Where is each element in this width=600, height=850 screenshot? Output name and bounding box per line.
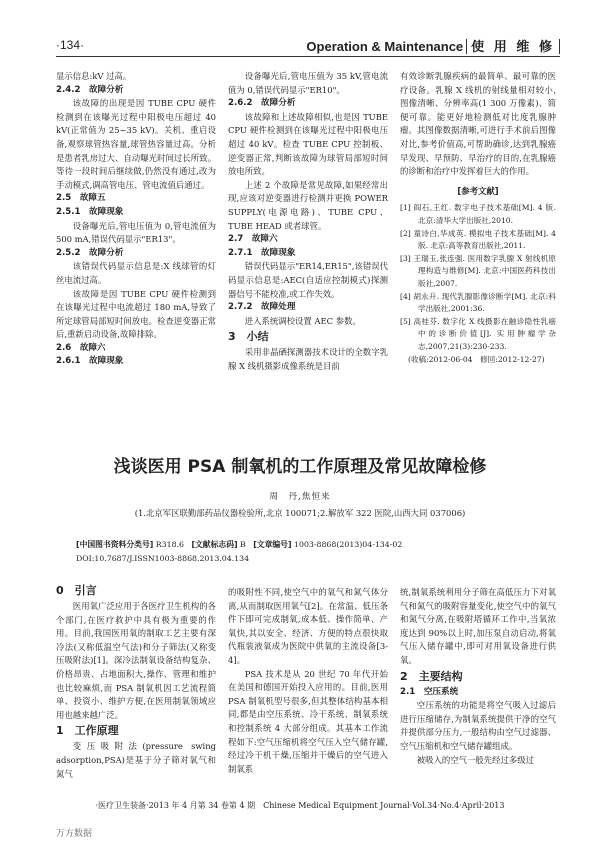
section-heading: 2.5 故障五 (56, 193, 106, 204)
reference-item: [1] 阎石,王红. 数字电子技术基础[M]. 4 版. 北京:清华大学出版社,2010. (400, 203, 556, 225)
paragraph: 变压吸附法(pressure swing adsorption,PSA)是基于分子筛对氧气和氮气 (56, 741, 216, 779)
paragraph: 医用氧广泛应用于各医疗卫生机构的各个部门,在医疗救护中具有极为重要的作用。目前,我国医用氧的制取工艺主要有深冷法(又称低温空气法)和分子筛法(又称变压吸附法)[1]。深冷法制氧设备结构复杂、价格昂贵、占地面积大,操作、管理和维护也比较麻烦,而 PSA 制氧机因工艺流程简单、投资小、维护方便,在医用制氧领域应用也越来越广泛。 (56, 601, 216, 720)
doc-code-value: B (240, 540, 246, 549)
section-heading: 2.5.2 故障分析 (56, 247, 124, 258)
paragraph: 该故障是因 TUBE CPU 硬件检测到在该曝光过程中电流超过 180 mA,导致了所定球管局部短时间放电。检查逆变器正常后,重新启动设备,故障排除。 (56, 288, 216, 340)
watermark: 万方数据 (56, 829, 93, 839)
section-heading: 2.6.2 故障分析 (228, 98, 296, 109)
lower-column-3 (400, 586, 556, 767)
section-heading: 2.1 空压系统 (400, 686, 459, 697)
lower-column-2 (228, 586, 388, 776)
paragraph: 上述 2 个故障是常见故障,如果经常出现,应该对逆变器进行检测并更换 POWER SUPPLY(电源电路)、TUBE CPU、TUBE HEAD 或者球管。 (228, 179, 388, 231)
paragraph: 被吸入的空气一般先经过多级过 (416, 754, 535, 765)
section-title (306, 36, 560, 55)
paragraph: 空压系统的功能是将空气吸入过滤后进行压缩储存,为制氧系统提供干净的空气并提供部分压力,一般结构由空气过滤器、空气压缩机和空气储存罐组成。 (400, 700, 556, 751)
lower-column-1 (56, 582, 216, 781)
page-number: ·134· (56, 38, 85, 52)
section-heading: 2.7.1 故障现象 (228, 247, 296, 258)
clc-value: R318.6 (155, 540, 184, 549)
reference-item: [4] 胡永升. 现代乳腺影像诊断学[M]. 北京:科学出版社,2001:36. (400, 291, 556, 314)
paragraph: PSA 技术是从 20 世纪 70 年代开始在美国和德国开始投入应用的。目前,医用 PSA 制氧机型号很多,但其整体结构基本相同,都是由空压系统、冷干系统、制氧系统和控制系统 4 大部分组成。其基本工作流程如下:空气压缩机将空气压入空气储存罐,经过冷干机干燥,压缩并干燥后的空气进入制氧系 (228, 668, 388, 774)
section-heading: 3 小结 (228, 330, 269, 344)
references-list (400, 202, 556, 353)
section-heading: 2 主要结构 (400, 669, 463, 683)
article-no-label: [文章编号] (253, 540, 292, 549)
article-title: 浅谈医用 PSA 制氧机的工作原理及常见故障检修 (113, 457, 487, 477)
paragraph: 设备曝光后,管电压值为 0,管电流值为 500 mA,错误代码显示"ER13"。 (56, 220, 216, 245)
clc-label: [中国图书资料分类号] (76, 540, 154, 549)
upper-column-1 (56, 70, 216, 369)
article-metadata (76, 538, 402, 566)
section-heading: 2.7 故障六 (228, 234, 278, 245)
paragraph: 错误代码显示"ER14,ER15",该错误代码显示信息是:AEC(自适应控制模式)探测器信号不能校准,或工作失效。 (228, 261, 388, 299)
paragraph: 该故障和上述故障相似,也是因 TUBE CPU 硬件检测到在该曝光过程中阳极电压超过 40 kV。检查 TUBE CPU 控制板、逆变器正常,判断该故障为球管局部短时间放电所致。 (228, 111, 388, 177)
paragraph: 显示信息:kV 过高。 (56, 71, 132, 81)
reference-item: [2] 童诗白,华成英. 模拟电子技术基础[M]. 4 版. 北京:高等教育出版社,2011. (400, 228, 556, 251)
upper-column-2 (228, 70, 388, 373)
references-title: [参考文献] (457, 185, 499, 196)
doi: DOI:10.7687/J.ISSN1003-8868.2013.04.134 (76, 554, 250, 563)
article-affiliation: (1.北京军区联勤部药品仪器检验所,北京 100071;2.解放军 322 医院,山西大同 037006) (134, 508, 466, 518)
section-heading: 0 引言 (56, 584, 97, 597)
reference-item: [5] 高桂芬. 数字化 X 线摄影在触诊隐性乳癌中的诊断价值[J]. 实用肿瘤学杂志,2007,21(3):230-233. (400, 316, 556, 351)
section-title-cn: 使 用 维 修 (466, 39, 560, 54)
section-heading: 2.6 故障六 (56, 342, 106, 353)
section-heading: 2.7.2 故障处理 (228, 302, 296, 313)
section-heading: 2.5.1 故障现象 (56, 206, 124, 217)
paragraph: 该故障的出现是因 TUBE CPU 硬件检测到在该曝光过程中阳极电压超过 40 kV(正常值为 25~35 kV)。关机、重启设备,观察球管热容量,球管热容量过高。分析是患者乳房过大、自动曝光时间过长所致。等待一段时间后继续做,仍然没有通过,改为手动模式,调高管电压、管电流值后通过。 (56, 98, 216, 190)
paragraph: 统,制氧系统利用分子筛在高低压力下对氧气和氮气的吸附容量变化,使空气中的氧气和氮气分离,在吸附塔循环工作中,当氧浓度达到 90%以上时,加压泵自动启动,将氧气压入储存罐中,即可对用氧设备进行供氧。 (400, 587, 556, 665)
paragraph: 采用非晶硒探测器技术设计的全数字乳腺 X 线机摄影成像系统是目前 (228, 347, 388, 371)
paragraph: 有效诊断乳腺疾病的最简单、最可靠的医疗设备。乳腺 X 线机的射线量相对较小,图像清晰、分辨率高(1 300 万像素)、简便可靠。能更好地检测低对比度乳腺肿瘤。其图像数据清晰,可进行手术前后图像对比,参考价值高,可帮助确诊,达到乳腺癌早发现、早预防、早治疗的目的,在乳腺癌的诊断和治疗中发挥着巨大的作用。 (400, 71, 556, 177)
section-title-en: Operation & Maintenance (306, 39, 464, 54)
section-heading: 1 工作原理 (56, 724, 119, 738)
running-footer: ·医疗卫生装备·2013 年 4 月第 34 卷第 4 期 Chinese Medical Equipment Journal·Vol.34·No.4·April·2013 (95, 801, 505, 810)
running-header (56, 36, 560, 57)
conclusion-continued (400, 70, 556, 179)
paragraph: 进入系统调校设置 AEC 参数。 (244, 315, 361, 326)
upper-column-3 (400, 70, 556, 367)
doc-code-label: [文献标志码] (191, 540, 238, 549)
section-heading: 2.6.1 故障现象 (56, 356, 124, 367)
received-dates: (收稿:2012-06-04 修回:2012-12-27) (408, 355, 545, 365)
section-heading: 2.4.2 故障分析 (56, 84, 124, 95)
paragraph: 设备曝光后,管电压值为 35 kV,管电流值为 0,错误代码显示"ER10"。 (228, 71, 388, 95)
article-no-value: 1003-8868(2013)04-134-02 (294, 540, 403, 549)
paragraph: 该错误代码显示信息是:X 线球管的灯丝电流过高。 (56, 261, 216, 285)
paragraph: 的吸附性不同,使空气中的氧气和氮气体分离,从而制取医用氧气[2]。在常温、低压条件下即可完成制氧,成本低、操作简单、产氧快,其以安全、经济、方便的特点很快取代瓶装液氧成为医院中供氧的主流设备[3-4]。 (228, 587, 388, 665)
article-authors: 周 丹,焦恒来 (269, 492, 331, 502)
reference-item: [3] 王瑞玉,张连强. 医用数字乳腺 X 射线机原理构造与维修[M]. 北京:中国医药科技出版社,2007. (400, 253, 556, 288)
